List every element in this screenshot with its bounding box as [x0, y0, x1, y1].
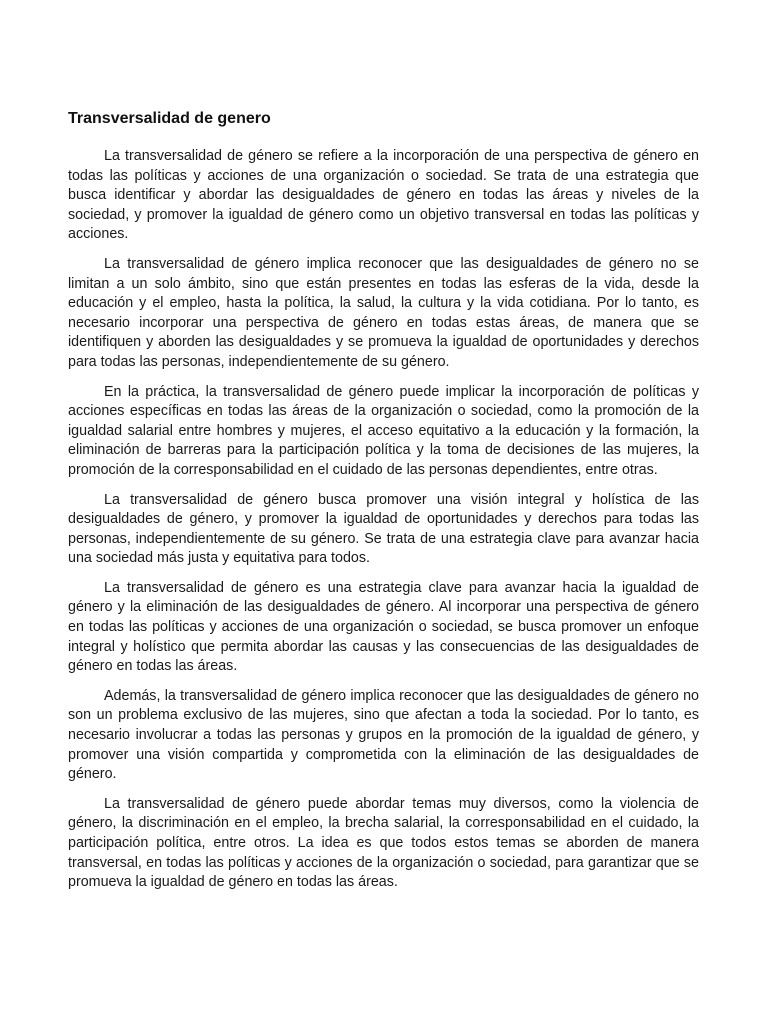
paragraph-2: La transversalidad de género implica reconocer que las desigualdades de género no se limitan a un solo ámbito, sino que están presentes en todas las esferas de la vida, desde la educación y el empleo, hasta la política, la salud, la cultura y la vida cotidiana. Por lo tanto, es necesario incorporar una perspectiva de género en todas estas áreas, de manera que se identifiquen y aborden las desigualdades y se promueva la igualdad de oportunidades y derechos para todas las personas, independientemente de su género. — [68, 255, 699, 370]
document-page — [68, 108, 699, 903]
paragraph-5: La transversalidad de género es una estrategia clave para avanzar hacia la igualdad de género y la eliminación de las desigualdades de género. Al incorporar una perspectiva de género en todas las políticas y acciones de una organización o sociedad, se busca promover un enfoque integral y holístico que permita abordar las causas y las consecuencias de las desigualdades de género en todas las áreas. — [68, 579, 699, 675]
document-title: Transversalidad de genero — [68, 110, 271, 127]
paragraph-7: La transversalidad de género puede abordar temas muy diversos, como la violencia de género, la discriminación en el empleo, la brecha salarial, la corresponsabilidad en el cuidado, la participación política, entre otros. La idea es que todos estos temas se aborden de manera transversal, en todas las políticas y acciones de la organización o sociedad, para garantizar que se promueva la igualdad de género en todas las áreas. — [68, 795, 699, 891]
paragraph-6: Además, la transversalidad de género implica reconocer que las desigualdades de género no son un problema exclusivo de las mujeres, sino que afectan a toda la sociedad. Por lo tanto, es necesario involucrar a todas las personas y grupos en la promoción de la igualdad de género, y promover una visión compartida y comprometida con la eliminación de las desigualdades de género. — [68, 687, 699, 783]
paragraph-1: La transversalidad de género se refiere a la incorporación de una perspectiva de género en todas las políticas y acciones de una organización o sociedad. Se trata de una estrategia que busca identificar y abordar las desigualdades de género en todas las áreas y niveles de la sociedad, y promover la igualdad de género como un objetivo transversal en todas las políticas y acciones. — [68, 148, 699, 243]
paragraph-3: En la práctica, la transversalidad de género puede implicar la incorporación de políticas y acciones específicas en todas las áreas de la organización o sociedad, como la promoción de la igualdad salarial entre hombres y mujeres, el acceso equitativo a la educación y la formación, la eliminación de barreras para la participación política y la toma de decisiones de las mujeres, la promoción de la corresponsabilidad en el cuidado de las personas dependientes, entre otras. — [68, 383, 699, 478]
paragraph-4: La transversalidad de género busca promover una visión integral y holística de las desigualdades de género, y promover la igualdad de oportunidades y derechos para todas las personas, independientemente de su género. Se trata de una estrategia clave para avanzar hacia una sociedad más justa y equitativa para todos. — [68, 491, 699, 567]
